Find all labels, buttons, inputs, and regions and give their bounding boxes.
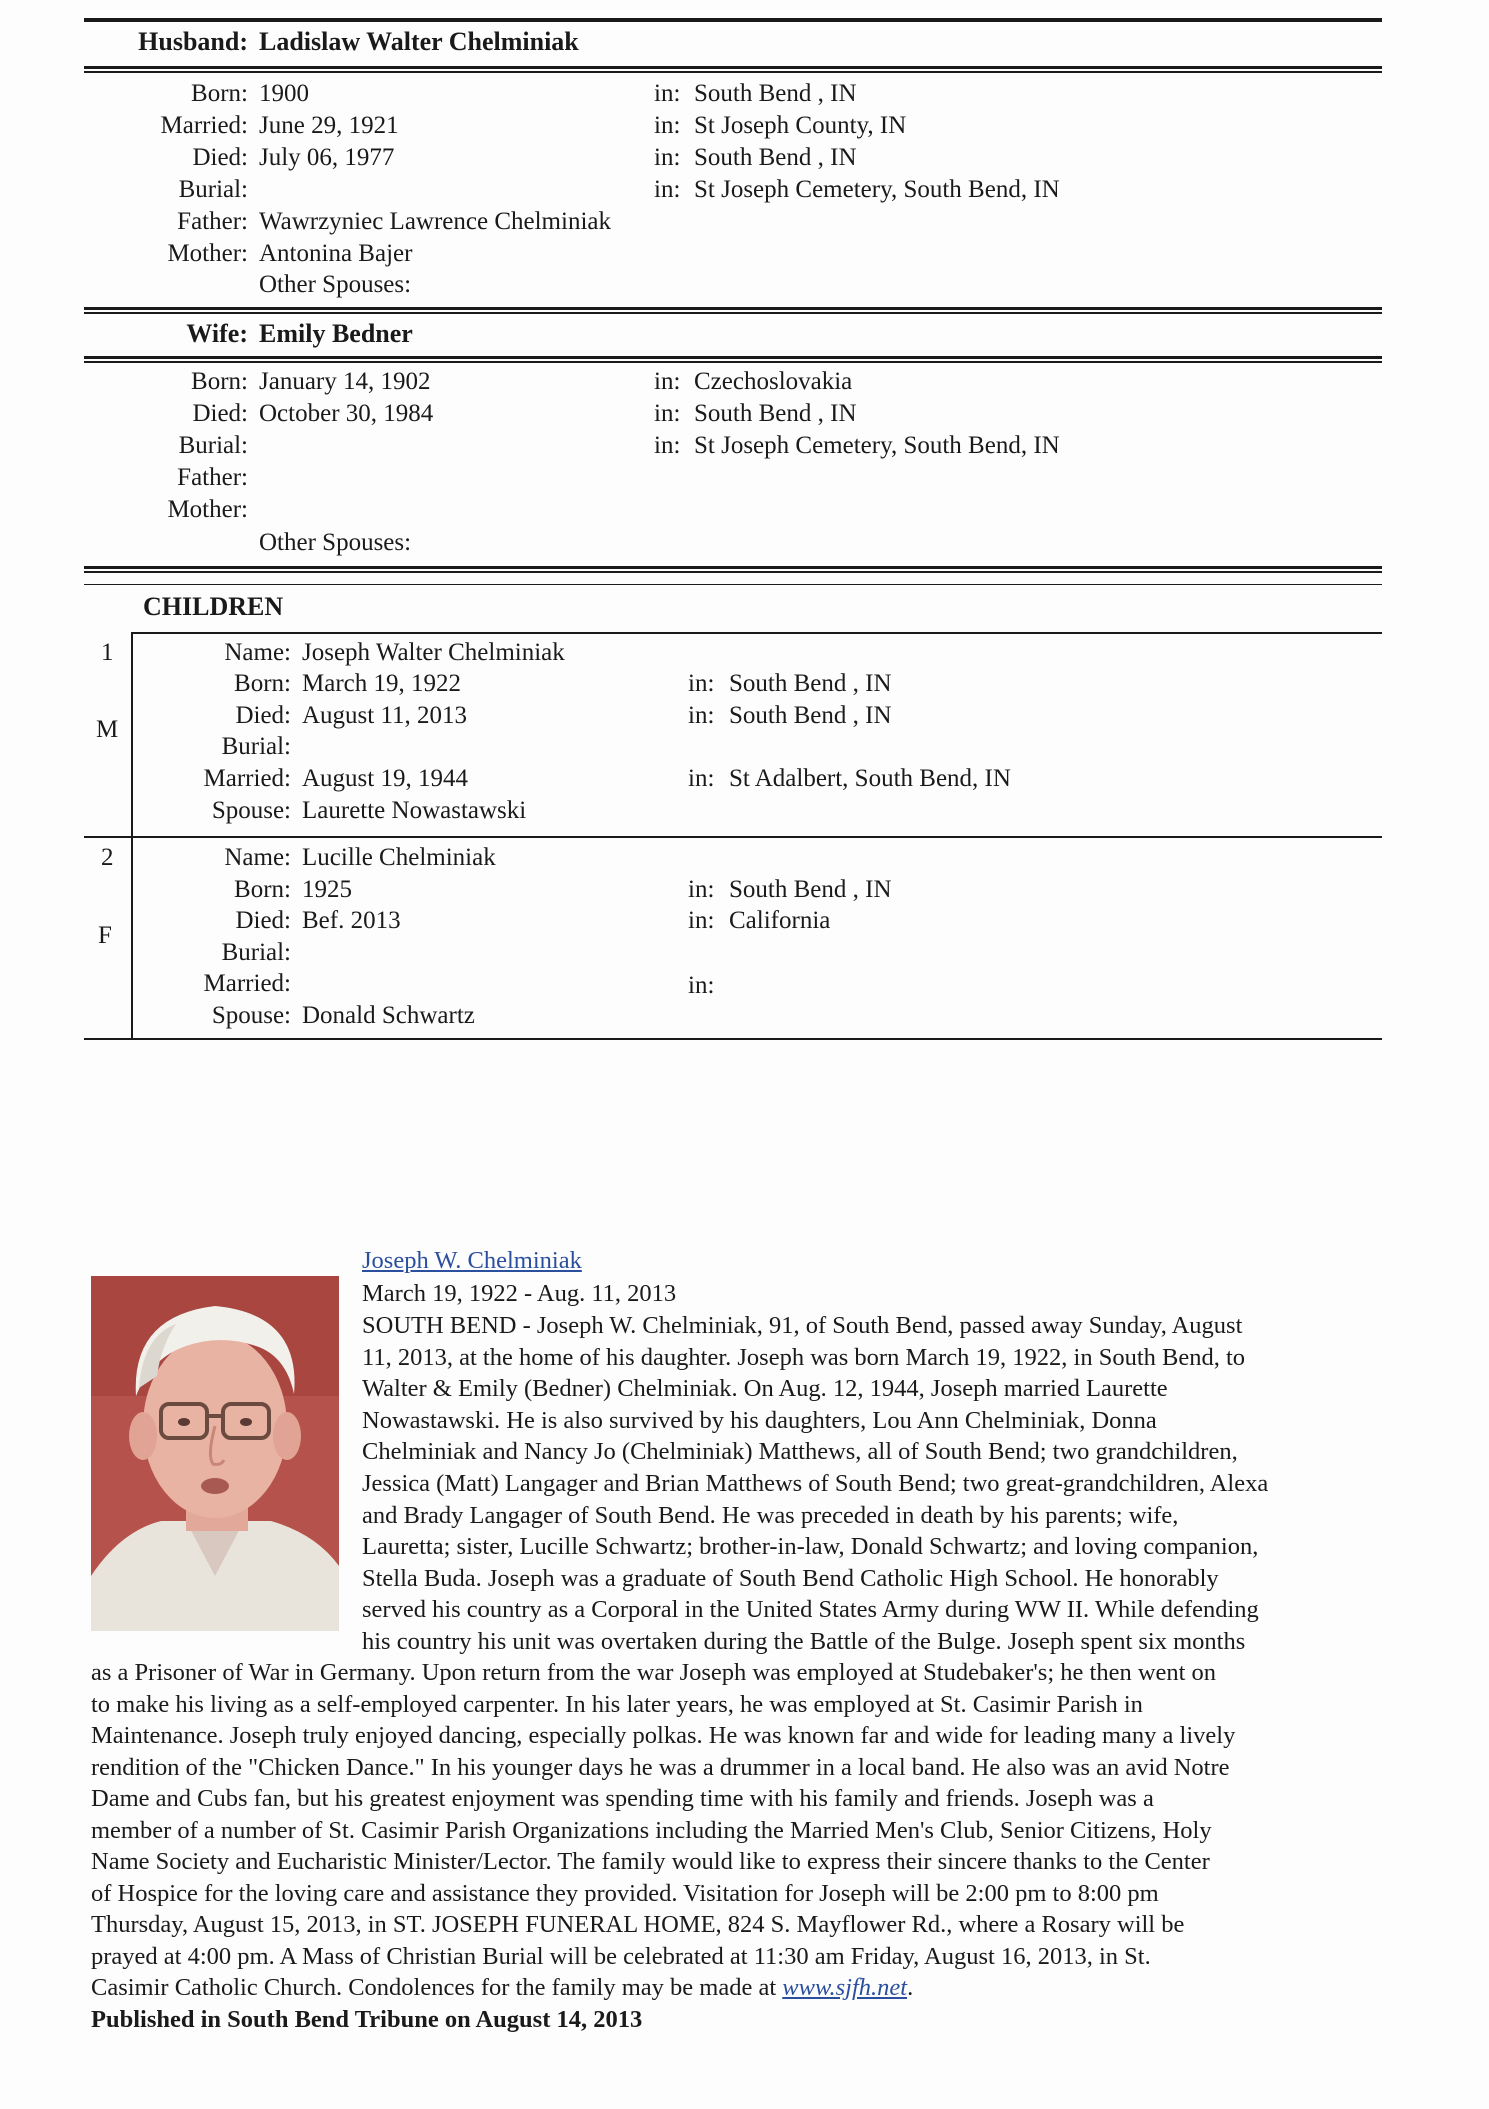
- child-1-married-value: August 19, 1944: [302, 765, 468, 792]
- obituary-line-20: Thursday, August 15, 2013, in ST. JOSEPH FUNERAL HOME, 824 S. Mayflower Rd., where a Rosary will be: [91, 1911, 1185, 1938]
- obituary-line-12: as a Prisoner of War in Germany. Upon return from the war Joseph was employed at Studebaker's; he then went on: [91, 1659, 1217, 1686]
- husband-died-place: South Bend , IN: [694, 144, 857, 171]
- husband-rule-b: [84, 71, 1382, 73]
- child-2-born-label: Born:: [234, 876, 291, 903]
- obituary-line-4: Nowastawski. He is also survived by his daughters, Lou Ann Chelminiak, Donna: [362, 1407, 1157, 1434]
- husband-mother-value: Antonina Bajer: [259, 240, 413, 267]
- husband-rule-a: [84, 66, 1382, 69]
- husband-father-label: Father:: [177, 208, 248, 235]
- husband-burial-label: Burial:: [178, 176, 248, 203]
- child-2-name-label: Name:: [224, 844, 291, 871]
- child-1-died-place: South Bend , IN: [729, 702, 892, 729]
- top-rule: [84, 18, 1382, 22]
- portrait-illustration: [91, 1276, 339, 1631]
- portrait-photo: [91, 1276, 339, 1631]
- wife-mother-label: Mother:: [167, 496, 248, 523]
- wife-born-value: January 14, 1902: [259, 368, 431, 395]
- wife-died-label: Died:: [192, 400, 248, 427]
- children-top-rule-b: [84, 571, 1382, 573]
- obituary-line-22-text: Casimir Catholic Church. Condolences for the family may be made at: [91, 1974, 783, 2001]
- obituary-line-9: Stella Buda. Joseph was a graduate of South Bend Catholic High School. He honorably: [362, 1565, 1219, 1592]
- husband-father-value: Wawrzyniec Lawrence Chelminiak: [259, 208, 611, 235]
- child-1-married-place: St Adalbert, South Bend, IN: [729, 765, 1011, 792]
- obituary-line-8: Lauretta; sister, Lucille Schwartz; brother-in-law, Donald Schwartz; and loving companion,: [362, 1533, 1259, 1560]
- website-link-suffix: .: [907, 1974, 914, 2001]
- wife-burial-in: in:: [654, 432, 681, 459]
- husband-born-place: South Bend , IN: [694, 80, 857, 107]
- obituary-line-7: and Brady Langager of South Bend. He was preceded in death by his parents; wife,: [362, 1502, 1179, 1529]
- child-2-born-value: 1925: [302, 876, 352, 903]
- obituary-dates: March 19, 1922 - Aug. 11, 2013: [362, 1280, 677, 1307]
- child-1-married-label: Married:: [203, 765, 291, 792]
- child-1-name-label: Name:: [224, 639, 291, 666]
- wife-father-label: Father:: [177, 464, 248, 491]
- child-1-number: 1: [101, 639, 114, 666]
- wife-born-in: in:: [654, 368, 681, 395]
- husband-name: Ladislaw Walter Chelminiak: [259, 27, 579, 56]
- husband-other-spouses: Other Spouses:: [259, 271, 412, 298]
- husband-married-label: Married:: [160, 112, 248, 139]
- obituary-line-2: 11, 2013, at the home of his daughter. Joseph was born March 19, 1922, in South Bend, to: [362, 1344, 1246, 1371]
- husband-died-in: in:: [654, 144, 681, 171]
- wife-born-label: Born:: [191, 368, 248, 395]
- child-1-spouse-value: Laurette Nowastawski: [302, 797, 527, 824]
- wife-heading-label: Wife:: [186, 319, 248, 348]
- wife-burial-place: St Joseph Cemetery, South Bend, IN: [694, 432, 1060, 459]
- obituary-line-18: Name Society and Eucharistic Minister/Lector. The family would like to express their sincere thanks to the Center: [91, 1848, 1210, 1875]
- husband-married-place: St Joseph County, IN: [694, 112, 907, 139]
- obituary-line-22: [91, 1972, 913, 2003]
- child-1-died-in: in:: [688, 702, 715, 729]
- wife-died-value: October 30, 1984: [259, 400, 434, 427]
- children-heading: CHILDREN: [143, 592, 284, 621]
- children-top-rule-c: [84, 584, 1382, 585]
- child-1-born-label: Born:: [234, 670, 291, 697]
- obituary-line-13: to make his living as a self-employed carpenter. In his later years, he was employed at St. Casimir Parish in: [91, 1691, 1143, 1718]
- husband-born-value: 1900: [259, 80, 309, 107]
- child-2-born-in: in:: [688, 876, 715, 903]
- children-separator-rule: [84, 836, 1382, 838]
- child-1-sex: M: [96, 716, 119, 743]
- wife-name: Emily Bedner: [259, 319, 413, 348]
- obituary-name-link[interactable]: Joseph W. Chelminiak: [362, 1247, 582, 1274]
- husband-mother-label: Mother:: [167, 240, 248, 267]
- husband-died-value: July 06, 1977: [259, 144, 395, 171]
- husband-burial-place: St Joseph Cemetery, South Bend, IN: [694, 176, 1060, 203]
- obituary-line-16: Dame and Cubs fan, but his greatest enjoyment was spending time with his family and friends. Joseph was a: [91, 1785, 1154, 1812]
- obituary-line-1: SOUTH BEND - Joseph W. Chelminiak, 91, of South Bend, passed away Sunday, August: [362, 1312, 1243, 1339]
- child-1-born-value: March 19, 1922: [302, 670, 461, 697]
- child-2-died-place: California: [729, 907, 831, 934]
- obituary-line-5: Chelminiak and Nancy Jo (Chelminiak) Matthews, all of South Bend; two grandchildren,: [362, 1438, 1238, 1465]
- children-top-rule-a: [84, 566, 1382, 569]
- wife-rule-b: [84, 361, 1382, 363]
- obituary-line-21: prayed at 4:00 pm. A Mass of Christian Burial will be celebrated at 11:30 am Friday, August 16, 2013, in St.: [91, 1943, 1151, 1970]
- child-2-died-label: Died:: [235, 907, 291, 934]
- obituary-line-10: served his country as a Corporal in the United States Army during WW II. While defending: [362, 1596, 1259, 1623]
- child-1-died-value: August 11, 2013: [302, 702, 468, 729]
- wife-top-rule-a: [84, 307, 1382, 310]
- husband-married-value: June 29, 1921: [259, 112, 399, 139]
- child-1-name-value: Joseph Walter Chelminiak: [302, 639, 565, 666]
- published-credit: Published in South Bend Tribune on August 14, 2013: [91, 2006, 643, 2033]
- child-1-spouse-label: Spouse:: [211, 797, 291, 824]
- child-2-burial-label: Burial:: [221, 939, 291, 966]
- child-2-number: 2: [101, 844, 114, 871]
- wife-died-place: South Bend , IN: [694, 400, 857, 427]
- obituary-line-14: Maintenance. Joseph truly enjoyed dancing, especially polkas. He was known far and wide for leading many a lively: [91, 1722, 1236, 1749]
- husband-born-in: in:: [654, 80, 681, 107]
- website-link[interactable]: www.sjfh.net: [782, 1974, 908, 2001]
- child-2-married-in: in:: [688, 972, 715, 999]
- obituary-line-19: of Hospice for the loving care and assistance they provided. Visitation for Joseph will be 2:00 pm to 8:00 pm: [91, 1880, 1159, 1907]
- child-2-spouse-label: Spouse:: [211, 1002, 291, 1029]
- obituary-line-15: rendition of the "Chicken Dance." In his younger days he was a drummer in a local band. He also was an avid Notre: [91, 1754, 1230, 1781]
- child-1-married-in: in:: [688, 765, 715, 792]
- child-1-born-in: in:: [688, 670, 715, 697]
- wife-burial-label: Burial:: [178, 432, 248, 459]
- child-2-spouse-value: Donald Schwartz: [302, 1002, 475, 1029]
- wife-top-rule-b: [84, 312, 1382, 314]
- husband-died-label: Died:: [192, 144, 248, 171]
- wife-other-spouses: Other Spouses:: [259, 529, 412, 556]
- children-bottom-rule: [84, 1038, 1382, 1040]
- wife-died-in: in:: [654, 400, 681, 427]
- obituary-line-6: Jessica (Matt) Langager and Brian Matthews of South Bend; two great-grandchildren, Alexa: [362, 1470, 1269, 1497]
- child-2-born-place: South Bend , IN: [729, 876, 892, 903]
- child-2-died-in: in:: [688, 907, 715, 934]
- husband-burial-in: in:: [654, 176, 681, 203]
- child-1-burial-label: Burial:: [221, 733, 291, 760]
- husband-born-label: Born:: [191, 80, 248, 107]
- obituary-line-17: member of a number of St. Casimir Parish Organizations including the Married Men's Club, Senior Citizens, Holy: [91, 1817, 1212, 1844]
- children-heading-rule: [133, 632, 1382, 634]
- obituary-line-3: Walter & Emily (Bedner) Chelminiak. On Aug. 12, 1944, Joseph married Laurette: [362, 1375, 1168, 1402]
- wife-rule-a: [84, 356, 1382, 359]
- child-2-name-value: Lucille Chelminiak: [302, 844, 496, 871]
- husband-married-in: in:: [654, 112, 681, 139]
- husband-heading-label: Husband:: [138, 27, 248, 56]
- child-2-married-label: Married:: [203, 970, 291, 997]
- child-2-sex: F: [98, 922, 112, 949]
- child-2-died-value: Bef. 2013: [302, 907, 401, 934]
- wife-born-place: Czechoslovakia: [694, 368, 853, 395]
- child-1-died-label: Died:: [235, 702, 291, 729]
- obituary-line-11: his country his unit was overtaken during the Battle of the Bulge. Joseph spent six months: [362, 1628, 1246, 1655]
- child-1-born-place: South Bend , IN: [729, 670, 892, 697]
